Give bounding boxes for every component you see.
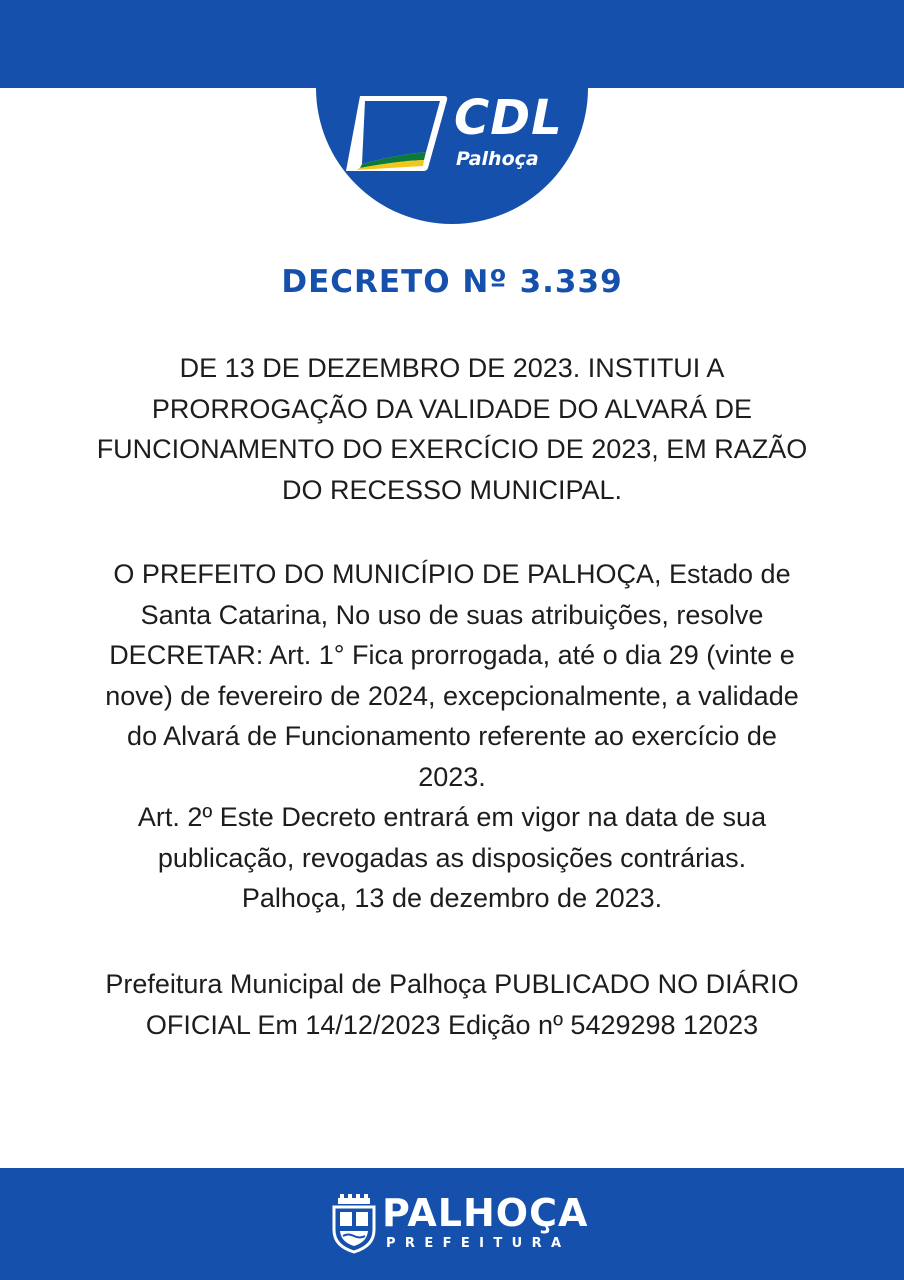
summary-line: FUNCIONAMENTO DO EXERCÍCIO DE 2023, EM RAZÃO [96, 434, 808, 464]
footer-city-name: PALHOÇA [382, 1191, 589, 1235]
cdl-logo-city: Palhoça [456, 148, 539, 170]
body-line: 2023. [418, 761, 486, 792]
body-line: publicação, revogadas as disposições contrárias. [157, 842, 747, 873]
body-line: Palhoça, 13 de dezembro de 2023. [241, 883, 663, 913]
publication-note [40, 964, 864, 1045]
decree-body [40, 554, 864, 919]
body-line: DECRETAR: Art. 1° Fica prorrogada, até o dia 29 (vinte e [109, 640, 795, 670]
body-line: O PREFEITO DO MUNICÍPIO DE PALHOÇA, Estado de [113, 559, 791, 589]
body-line: Santa Catarina, No uso de suas atribuições, resolve [140, 599, 764, 630]
body-line: do Alvará de Funcionamento referente ao exercício de [127, 721, 777, 751]
summary-line: PRORROGAÇÃO DA VALIDADE DO ALVARÁ DE [151, 393, 753, 424]
decree-summary [40, 348, 864, 510]
summary-line: DO RECESSO MUNICIPAL. [281, 474, 623, 505]
publication-line: Prefeitura Municipal de Palhoça PUBLICADO NO DIÁRIO [105, 969, 799, 999]
municipal-crest-icon [330, 1194, 378, 1254]
cdl-logo-text: CDL [454, 90, 563, 146]
publication-line: OFICIAL Em 14/12/2023 Edição nº 5429298 12023 [145, 1009, 759, 1040]
body-line: nove) de fevereiro de 2024, excepcionalmente, a validade [105, 680, 799, 711]
footer-subtitle: PREFEITURA [386, 1236, 571, 1251]
body-line: Art. 2º Este Decreto entrará em vigor na data de sua [137, 802, 767, 832]
decree-title: DECRETO Nº 3.339 [281, 264, 623, 300]
summary-line: DE 13 DE DEZEMBRO DE 2023. INSTITUI A [179, 353, 725, 383]
cdl-logo-mark-icon [344, 94, 450, 172]
